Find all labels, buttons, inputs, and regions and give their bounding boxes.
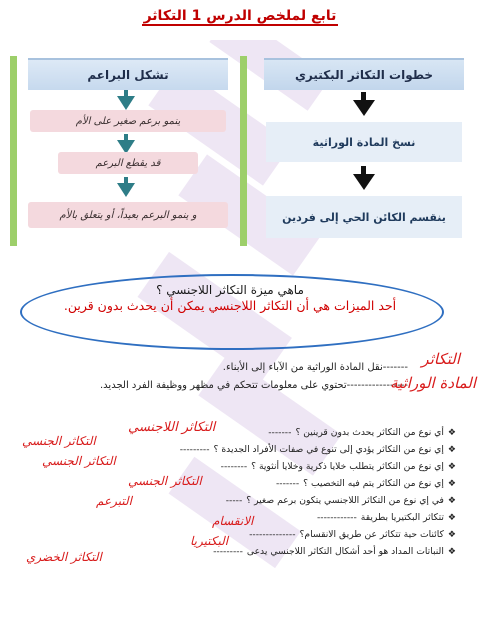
handwritten-answer: التبرعم bbox=[96, 494, 132, 508]
list-item: ❖ إي نوع من التكاثر يؤدي إلى تنوع في صفات الأفراد الجديدة ؟ --------- bbox=[179, 444, 456, 455]
bullet-icon: ❖ bbox=[447, 546, 456, 557]
list-item: ❖ إي نوع من التكاثر يتم فيه التخصيب ؟ ------- bbox=[275, 478, 456, 489]
handwritten-answer: التكاثر الجنسي bbox=[128, 474, 202, 488]
arrow-down-icon bbox=[353, 100, 375, 116]
oval-question: ماهي ميزة التكاثر اللاجنسي ؟ bbox=[156, 283, 304, 297]
bullet-icon: ❖ bbox=[447, 478, 456, 489]
list-item: ❖ في إي نوع من التكاثر اللاجنسي يتكون برعم صغير ؟ ----- bbox=[225, 495, 456, 506]
left-column-header: تشكل البراعم bbox=[28, 58, 228, 90]
bullet-icon: ❖ bbox=[447, 444, 456, 455]
definition-line-2: -----------------تحتوي على معلومات تتحكم في مظهر ووظيفة الفرد الجديد. bbox=[100, 380, 408, 391]
list-item: ❖ النباتات المداد هو أحد أشكال التكاثر اللاجنسي يدعى --------- bbox=[213, 546, 456, 557]
handwritten-answer: الانقسام bbox=[212, 514, 254, 528]
column-divider bbox=[10, 56, 17, 246]
bullet-icon: ❖ bbox=[447, 512, 456, 523]
list-item: ❖ أي نوع من التكاثر يحدث بدون قرينين ؟ ------- bbox=[268, 427, 456, 438]
left-step-3: و ينمو البرعم بعيداً، أو يتعلق بالأم bbox=[28, 202, 228, 228]
arrow-down-icon bbox=[117, 96, 135, 110]
column-divider bbox=[240, 56, 247, 246]
questions-list bbox=[36, 424, 456, 560]
oval-answer: أحد الميزات هي أن التكاثر اللاجنسي يمكن أن يحدث بدون قرين. bbox=[63, 298, 397, 313]
arrow-down-icon bbox=[353, 174, 375, 190]
handwritten-answer: التكاثر الجنسي bbox=[42, 454, 116, 468]
left-step-1: ينمو برعم صغير على الأم bbox=[30, 110, 226, 132]
list-item: ❖ إي نوع من التكاثر يتطلب خلايا ذكرية وخلايا أنثوية ؟ -------- bbox=[220, 461, 456, 472]
right-step-1: نسخ المادة الوراثية bbox=[266, 122, 462, 162]
page-title: تابع لملخص الدرس 1 التكاثر bbox=[143, 8, 337, 24]
handwritten-answer: البكتيريا bbox=[190, 534, 229, 548]
right-column-header: خطوات التكاثر البكتيري bbox=[264, 58, 464, 90]
bullet-icon: ❖ bbox=[447, 427, 456, 438]
bullet-icon: ❖ bbox=[447, 495, 456, 506]
definition-answer-2: المادة الوراثية bbox=[390, 374, 476, 392]
handwritten-answer: التكاثر اللاجنسي bbox=[128, 420, 216, 435]
list-item: ❖ كائنات حية تتكاثر عن طريق الانقسام؟ -------------- bbox=[249, 529, 456, 540]
list-item: ❖ تتكاثر البكتيريا بطريقة ------------ bbox=[316, 512, 456, 523]
bullet-icon: ❖ bbox=[447, 529, 456, 540]
handwritten-answer: التكاثر الجنسي bbox=[22, 434, 96, 448]
definition-line-1: -------نقل المادة الوراثية من الآباء إلى الأبناء. bbox=[222, 362, 408, 373]
bullet-icon: ❖ bbox=[447, 461, 456, 472]
handwritten-answer: التكاثر الخضري bbox=[26, 550, 102, 564]
arrow-down-icon bbox=[117, 183, 135, 197]
definition-answer-1: التكاثر bbox=[421, 350, 460, 368]
right-step-2: ينقسم الكائن الحي إلى فردين bbox=[266, 196, 462, 238]
left-step-2: قد يقطع البرعم bbox=[58, 152, 198, 174]
